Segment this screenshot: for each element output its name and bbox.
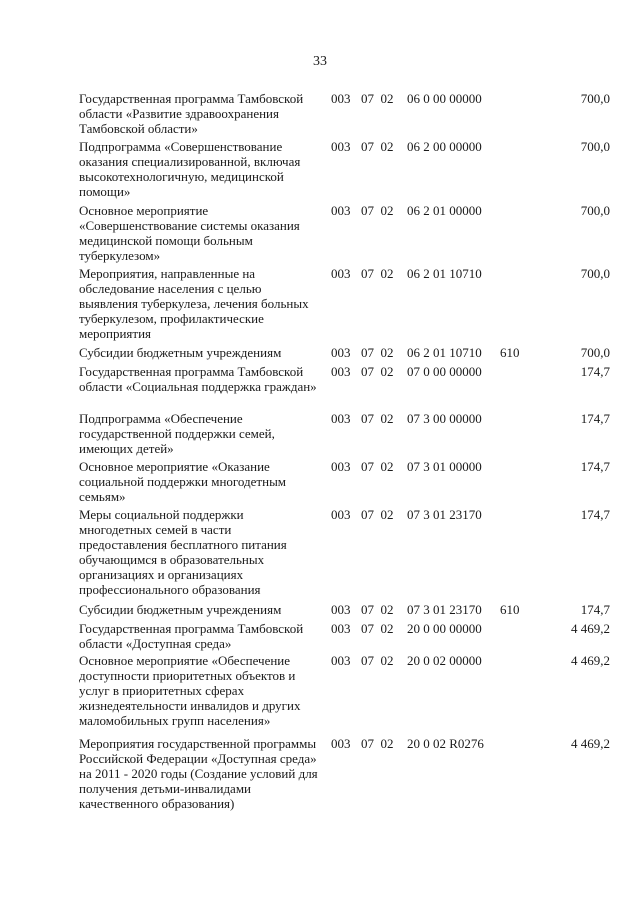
row-target-article: 06 2 00 00000: [407, 139, 482, 154]
row-amount: 700,0: [580, 345, 610, 360]
row-code: 003: [331, 602, 351, 617]
row-target-article: 20 0 02 R0276: [407, 736, 484, 751]
row-amount: 700,0: [580, 266, 610, 281]
budget-table: [0, 91, 640, 832]
row-target-article: 06 2 01 10710: [407, 266, 482, 281]
row-section: 07 02: [361, 266, 394, 281]
row-name: Мероприятия государственной программы Российской Федерации «Доступная среда» на 2011 - 2020 годы (Создание условий для получения детьми-инвалидами качественного образования): [79, 736, 318, 811]
row-target-article: 20 0 00 00000: [407, 621, 482, 636]
row-target-article: 07 3 01 00000: [407, 459, 482, 474]
row-target-article: 06 2 01 00000: [407, 203, 482, 218]
row-target-article: 07 3 01 23170: [407, 602, 482, 617]
row-target-article: 07 3 00 00000: [407, 411, 482, 426]
row-section: 07 02: [361, 364, 394, 379]
row-name: Подпрограмма «Обеспечение государственной поддержки семей, имеющих детей»: [79, 411, 275, 456]
row-expense-type: 610: [500, 602, 520, 617]
page-number: 33: [313, 54, 327, 69]
row-expense-type: 610: [500, 345, 520, 360]
row-code: 003: [331, 91, 351, 106]
table-row: [0, 411, 640, 459]
row-name: Субсидии бюджетным учреждениям: [79, 602, 282, 617]
row-amount: 174,7: [580, 602, 610, 617]
row-target-article: 06 0 00 00000: [407, 91, 482, 106]
row-section: 07 02: [361, 411, 394, 426]
row-name: Подпрограмма «Совершенствование оказания специализированной, включая высокотехнологичную, медицинской помощи»: [79, 139, 301, 199]
row-code: 003: [331, 345, 351, 360]
row-section: 07 02: [361, 91, 394, 106]
row-section: 07 02: [361, 602, 394, 617]
row-name: Государственная программа Тамбовской области «Доступная среда»: [79, 621, 304, 651]
row-amount: 700,0: [580, 203, 610, 218]
row-section: 07 02: [361, 203, 394, 218]
row-code: 003: [331, 621, 351, 636]
row-name: Субсидии бюджетным учреждениям: [79, 345, 282, 360]
table-row: [0, 602, 640, 621]
row-amount: 174,7: [580, 507, 610, 522]
row-code: 003: [331, 364, 351, 379]
row-section: 07 02: [361, 507, 394, 522]
row-code: 003: [331, 653, 351, 668]
row-code: 003: [331, 411, 351, 426]
row-name: Государственная программа Тамбовской области «Социальная поддержка граждан»: [79, 364, 317, 394]
row-code: 003: [331, 507, 351, 522]
row-amount: 174,7: [580, 459, 610, 474]
table-row: [0, 91, 640, 139]
table-row: [0, 203, 640, 266]
row-code: 003: [331, 459, 351, 474]
row-name: Меры социальной поддержки многодетных семей в части предоставления бесплатного питания обучающимся в образовательных организациях и организациях профессионального образования: [79, 507, 287, 597]
table-row: [0, 507, 640, 602]
row-code: 003: [331, 266, 351, 281]
row-amount: 4 469,2: [571, 736, 610, 751]
row-amount: 174,7: [580, 411, 610, 426]
table-row: [0, 459, 640, 507]
table-row: [0, 345, 640, 364]
row-amount: 4 469,2: [571, 653, 610, 668]
row-section: 07 02: [361, 653, 394, 668]
row-amount: 700,0: [580, 91, 610, 106]
row-target-article: 06 2 01 10710: [407, 345, 482, 360]
row-name: Основное мероприятие «Совершенствование системы оказания медицинской помощи больным туберкулезом»: [79, 203, 300, 263]
row-target-article: 20 0 02 00000: [407, 653, 482, 668]
table-row: [0, 364, 640, 411]
row-amount: 700,0: [580, 139, 610, 154]
row-code: 003: [331, 203, 351, 218]
row-name: Государственная программа Тамбовской области «Развитие здравоохранения Тамбовской области»: [79, 91, 304, 136]
row-target-article: 07 0 00 00000: [407, 364, 482, 379]
table-row: [0, 266, 640, 345]
row-name: Основное мероприятие «Оказание социальной поддержки многодетным семьям»: [79, 459, 287, 504]
row-code: 003: [331, 736, 351, 751]
row-section: 07 02: [361, 621, 394, 636]
row-section: 07 02: [361, 139, 394, 154]
row-amount: 4 469,2: [571, 621, 610, 636]
row-section: 07 02: [361, 345, 394, 360]
table-row: [0, 653, 640, 736]
row-section: 07 02: [361, 736, 394, 751]
row-code: 003: [331, 139, 351, 154]
table-row: [0, 139, 640, 203]
row-section: 07 02: [361, 459, 394, 474]
row-name: Основное мероприятие «Обеспечение доступности приоритетных объектов и услуг в приоритетных сферах жизнедеятельности инвалидов и других маломобильных групп населения»: [79, 653, 301, 728]
row-amount: 174,7: [580, 364, 610, 379]
row-target-article: 07 3 01 23170: [407, 507, 482, 522]
table-row: [0, 736, 640, 832]
table-row: [0, 621, 640, 653]
row-name: Мероприятия, направленные на обследование населения с целью выявления туберкулеза, лечения больных туберкулезом, профилактические мероприятия: [79, 266, 309, 341]
